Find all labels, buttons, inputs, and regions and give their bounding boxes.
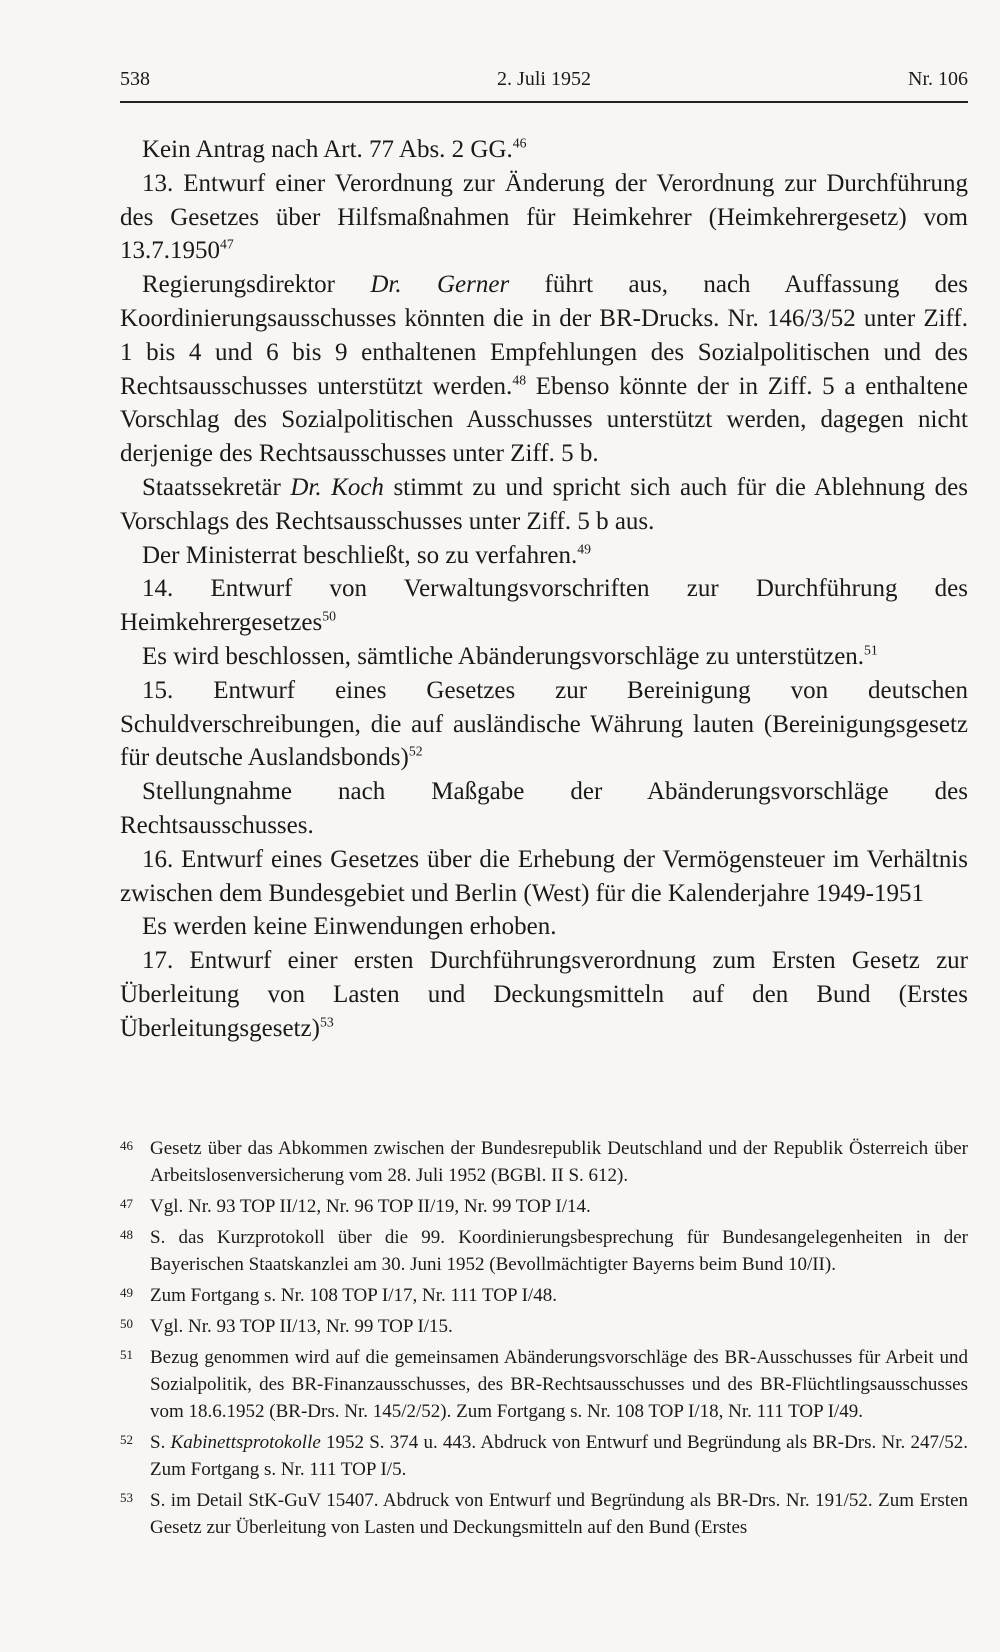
header-rule [120,101,968,103]
footnotes [120,1135,968,1545]
footnote-ref: 48 [512,372,527,388]
footnote-ref: 51 [864,642,878,658]
footnote-number: 53 [120,1490,133,1505]
footnote-ref: 47 [220,237,234,253]
agenda-item-14: 14. Entwurf von Verwaltungsvorschriften zur Durchführung des Heimkehrergesetzes$^{50}$ [120,575,968,637]
agenda-item-13: 13. Entwurf einer Verordnung zur Änderung der Verordnung zur Durchführung des Gesetzes über Hilfsmaßnahmen für Heimkehrer (Heimkehrergesetz) vom 13.7.1950$^{47}$ [120,169,968,265]
footnote: 46 Gesetz über das Abkommen zwischen der Bundesrepublik Deutschland und der Republik Österreich über Arbeitslosenversicherung vom 28. Juli 1952 (BGBl. II S. 612). [120,1135,968,1189]
footnote-ref: 46 [512,135,527,151]
person-name: Dr. Koch [290,473,384,501]
footnote: 52 S. Kabinettsprotokolle 1952 S. 374 u. 443. Abdruck von Entwurf und Begründung als BR-Drs. Nr. 247/52. Zum Fortgang s. Nr. 111 TOP I/5. [120,1429,968,1483]
footnote: 48 S. das Kurzprotokoll über die 99. Koordinierungsbesprechung für Bundesangelegenheiten in der Bayerischen Staatskanzlei am 30. Juni 1952 (Bevollmächtigter Bayerns beim Bund 10/II). [120,1224,968,1278]
footnote-ref: 52 [408,744,423,760]
footnote: 51 Bezug genommen wird auf die gemeinsamen Abänderungsvorschläge des BR-Ausschusses für Arbeit und Sozialpolitik, des BR-Finanzausschusses, des BR-Rechtsausschusses und des BR-Flüchtlingsausschusses vom 18.6.1952 (BR-Drs. Nr. 145/2/52). Zum Fortgang s. Nr. 108 TOP I/18, Nr. 111 TOP I/49. [120,1344,968,1425]
footnote-ref: 50 [322,608,336,624]
page-number: 538 [120,68,150,90]
agenda-item-15: 15. Entwurf eines Gesetzes zur Bereinigung von deutschen Schuldverschreibungen, die auf ausländische Währung lauten (Bereinigungsgesetz für deutsche Auslandsbonds)$^{52}$ [120,676,968,772]
footnote-ref: 53 [319,1014,334,1030]
footnote: 49 Zum Fortgang s. Nr. 108 TOP I/17, Nr. 111 TOP I/48. [120,1282,968,1309]
cited-work: Kabinettsprotokolle [170,1432,321,1453]
paragraph: Es wird beschlossen, sämtliche Abänderungsvorschläge zu unterstützen.$^{51}$ [142,642,878,670]
person-name: Dr. Gerner [370,271,510,299]
footnote-number: 50 [120,1316,133,1331]
footnote-number: 49 [120,1285,133,1300]
footnote-number: 51 [120,1347,133,1362]
paragraph: Staatssekretär Dr. Koch stimmt zu und spricht sich auch für die Ablehnung des Vorschlags des Rechtsausschusses unter Ziff. 5 b aus. [120,473,968,535]
footnote-number: 48 [120,1227,133,1242]
issue-number: Nr. 106 [908,68,968,90]
header-date: 2. Juli 1952 [497,68,591,90]
footnote-number: 46 [120,1138,133,1153]
footnote-number: 47 [120,1196,133,1211]
footnote: 50 Vgl. Nr. 93 TOP II/13, Nr. 99 TOP I/15. [120,1313,968,1340]
footnote: 47 Vgl. Nr. 93 TOP II/12, Nr. 96 TOP II/19, Nr. 99 TOP I/14. [120,1193,968,1220]
paragraph: Kein Antrag nach Art. 77 Abs. 2 GG.$^{46}$ [142,135,527,163]
paragraph: Regierungsdirektor Dr. Gerner führt aus, nach Auffassung des Koordinierungsausschusses könnten die in der BR-Drucks. Nr. 146/3/52 unter Ziff. 1 bis 4 und 6 bis 9 enthaltenen Empfehlungen des Sozialpolitischen und des Rechtsausschusses unterstützt werden.$^{48}$ Ebenso könnte der in Ziff. 5 a enthaltene Vorschlag des Sozialpolitischen Ausschusses unterstützt werden, dagegen nicht derjenige des Rechtsausschusses unter Ziff. 5 b. [120,271,968,468]
paragraph: Der Ministerrat beschließt, so zu verfahren.$^{49}$ [142,541,592,569]
agenda-item-17: 17. Entwurf einer ersten Durchführungsverordnung zum Ersten Gesetz zur Überleitung von Lasten und Deckungsmitteln auf den Bund (Erstes Überleitungsgesetz)$^{53}$ [120,947,968,1042]
main-text [120,133,968,1046]
footnote-number: 52 [120,1432,133,1447]
running-header [120,68,968,98]
paragraph: Es werden keine Einwendungen erhoben. [142,913,557,941]
agenda-item-16: 16. Entwurf eines Gesetzes über die Erhebung der Vermögensteuer im Verhältnis zwischen dem Bundesgebiet und Berlin (West) für die Kalenderjahre 1949-1951 [120,845,968,907]
footnote-ref: 49 [577,541,592,557]
footnote: 53 S. im Detail StK-GuV 15407. Abdruck von Entwurf und Begründung als BR-Drs. Nr. 191/52. Zum Ersten Gesetz zur Überleitung von Lasten und Deckungsmitteln auf den Bund (Erstes [120,1487,968,1541]
paragraph: Stellungnahme nach Maßgabe der Abänderungsvorschläge des Rechtsausschusses. [120,778,968,839]
